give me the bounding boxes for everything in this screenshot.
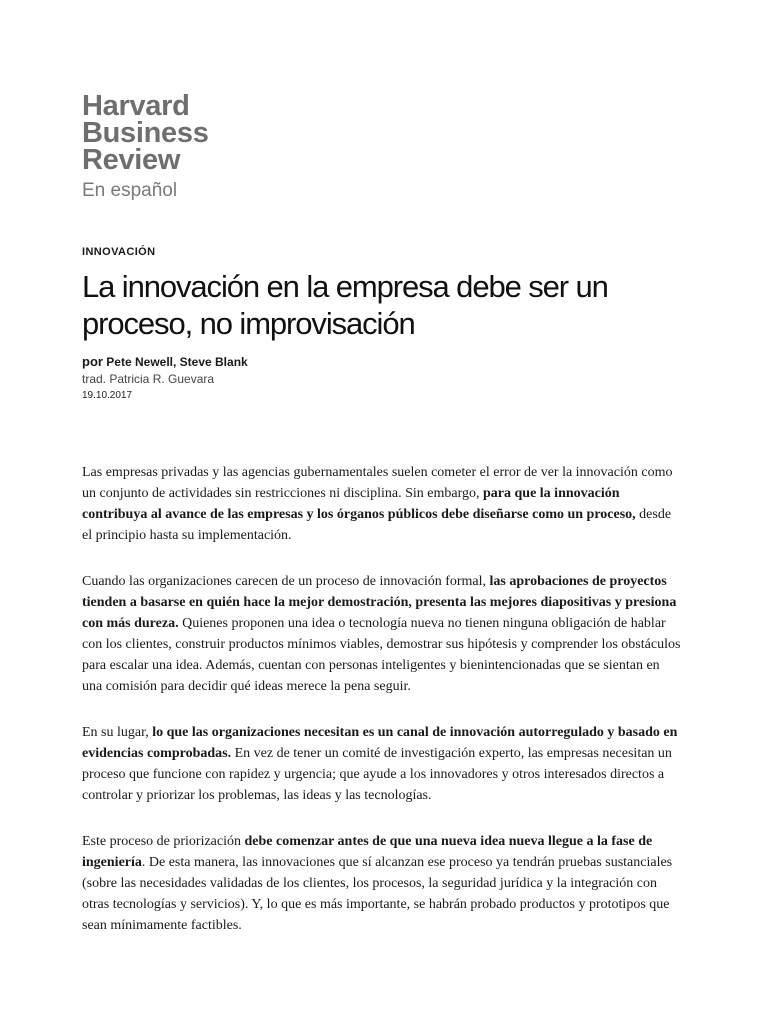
paragraph-3	[82, 722, 682, 806]
logo-line-harvard: Harvard	[82, 90, 190, 122]
hbr-logo[interactable]	[82, 90, 209, 202]
logo-line-review: Review	[82, 144, 181, 176]
paragraph-highlight: debe comenzar antes de que una nueva idea nueva llegue a la fase de ingeniería	[82, 834, 653, 870]
article-title: La innovación en la empresa debe ser un proceso, no improvisación	[82, 269, 608, 341]
paragraph-text: Quienes proponen una idea o tecnología nueva no tienen ninguna obligación de hablar con los clientes, construir productos mínimos viables, demostrar sus hipótesis y comprender los obstáculos para escalar una idea. Además, cuentan con personas inteligentes y bienintencionadas que se sientan en una comisión para decidir qué ideas merece la pena seguir.	[82, 616, 681, 694]
paragraph-text: . De esta manera, las innovaciones que sí alcanzan ese proceso ya tendrán pruebas sustanciales (sobre las necesidades validadas de los clientes, los procesos, la seguridad jurídica y la integración con otras tecnologías y servicios). Y, lo que es más importante, se habrán probado productos y prototipos que sean mínimamente factibles.	[82, 855, 673, 933]
publish-date: 19.10.2017	[82, 390, 133, 401]
paragraph-text: Las empresas privadas y las agencias gubernamentales suelen cometer el error de ver la innovación como un conjunto de actividades sin restricciones ni disciplina. Sin embargo,	[82, 465, 673, 501]
section-label[interactable]: INNOVACIÓN	[82, 246, 156, 258]
paragraph-highlight: para que la innovación contribuya al avance de las empresas y los órganos públicos debe diseñarse como un proceso,	[82, 486, 636, 522]
byline-prefix: por	[82, 354, 103, 369]
paragraph-highlight: las aprobaciones de proyectos tienden a basarse en quién hace la mejor demostración, presenta las mejores diapositivas y presiona con más dureza.	[82, 574, 677, 631]
logo-line-business: Business	[82, 117, 209, 149]
byline	[82, 354, 248, 370]
paragraph-2	[82, 571, 682, 697]
article-body	[82, 462, 682, 961]
paragraph-highlight: lo que las organizaciones necesitan es un canal de innovación autorregulado y basado en evidencias comprobadas.	[82, 725, 678, 761]
paragraph-4	[82, 831, 682, 936]
logo-subtitle: En español	[82, 180, 178, 201]
paragraph-text: En vez de tener un comité de investigación experto, las empresas necesitan un proceso que funcione con rapidez y urgencia; que ayude a los innovadores y otros interesados directos a controlar y priorizar los problemas, las ideas y las tecnologías.	[82, 746, 672, 803]
paragraph-1	[82, 462, 682, 546]
paragraph-text: Cuando las organizaciones carecen de un proceso de innovación formal,	[82, 574, 490, 589]
translator-credit: trad. Patricia R. Guevara	[82, 372, 215, 386]
paragraph-text: En su lugar,	[82, 725, 153, 740]
paragraph-text: desde el principio hasta su implementación.	[82, 507, 672, 543]
paragraph-text: Este proceso de priorización	[82, 834, 245, 849]
byline-authors[interactable]: Pete Newell, Steve Blank	[106, 355, 248, 369]
